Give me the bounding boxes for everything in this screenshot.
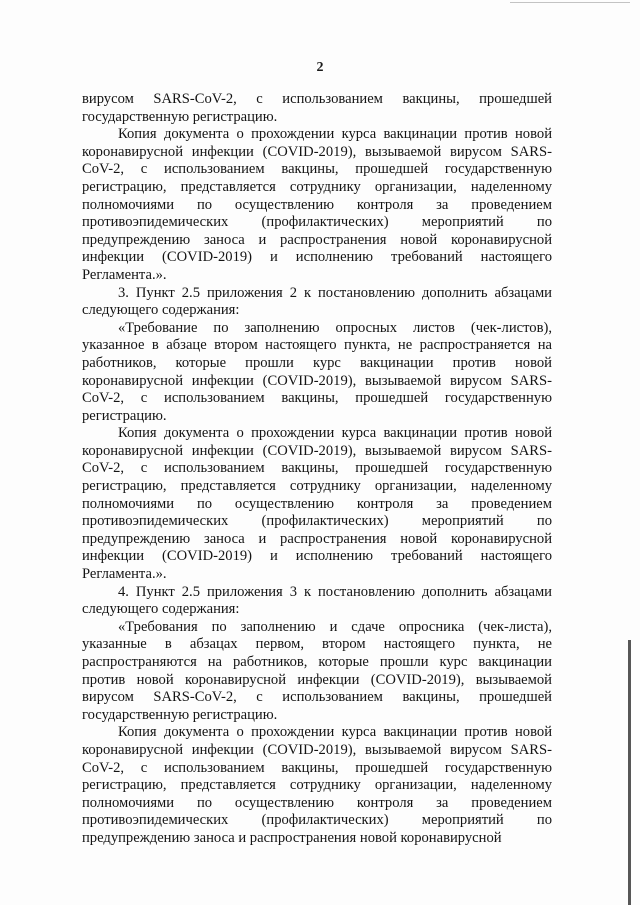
scan-artifact-top xyxy=(510,2,630,3)
paragraph-item-3: 3. Пункт 2.5 приложения 2 к постановлению дополнить абзацами следующего содержания: xyxy=(82,284,552,319)
paragraph: Копия документа о прохождении курса вакцинации против новой коронавирусной инфекции (COVID-2019), вызываемой вирусом SARS-CoV-2, с использованием вакцины, прошедшей государственную регистрацию, представляется сотруднику организации, наделенному полномочиями по осуществлению контроля за проведением противоэпидемических (профилактических) мероприятий по предупреждению заноса и распространения новой коронавирусной инфекции (COVID-2019) и исполнению требований настоящего Регламента.». xyxy=(82,126,552,283)
paragraph-continuation: вирусом SARS-CoV-2, с использованием вакцины, прошедшей государственную регистрацию. xyxy=(82,91,552,125)
document-body xyxy=(82,91,552,848)
page-number: 2 xyxy=(316,60,324,75)
paragraph: Копия документа о прохождении курса вакцинации против новой коронавирусной инфекции (COVID-2019), вызываемой вирусом SARS-CoV-2, с использованием вакцины, прошедшей государственную регистрацию, представляется сотруднику организации, наделенному полномочиями по осуществлению контроля за проведением противоэпидемических (профилактических) мероприятий по предупреждению заноса и распространения новой коронавирусной xyxy=(82,724,552,846)
paragraph: Копия документа о прохождении курса вакцинации против новой коронавирусной инфекции (COVID-2019), вызываемой вирусом SARS-CoV-2, с использованием вакцины, прошедшей государственную регистрацию, представляется сотруднику организации, наделенному полномочиями по осуществлению контроля за проведением противоэпидемических (профилактических) мероприятий по предупреждению заноса и распространения новой коронавирусной инфекции (COVID-2019) и исполнению требований настоящего Регламента.». xyxy=(82,425,552,583)
scan-artifact-right-edge xyxy=(628,640,631,905)
paragraph: «Требование по заполнению опросных листов (чек-листов), указанное в абзаце втором настоящего пункта, не распространяется на работников, которые прошли курс вакцинации против новой коронавирусной инфекции (COVID-2019), вызываемой вирусом SARS-CoV-2, с использованием вакцины, прошедшей государственную регистрацию. xyxy=(82,319,552,424)
paragraph: «Требования по заполнению и сдаче опросника (чек-листа), указанные в абзацах первом, втором настоящего пункта, не распространяются на работников, которые прошли курс вакцинации против новой коронавирусной инфекции (COVID-2019), вызываемой вирусом SARS-CoV-2, с использованием вакцины, прошедшей государственную регистрацию. xyxy=(82,618,552,723)
paragraph-item-4: 4. Пункт 2.5 приложения 3 к постановлению дополнить абзацами следующего содержания: xyxy=(82,583,552,618)
